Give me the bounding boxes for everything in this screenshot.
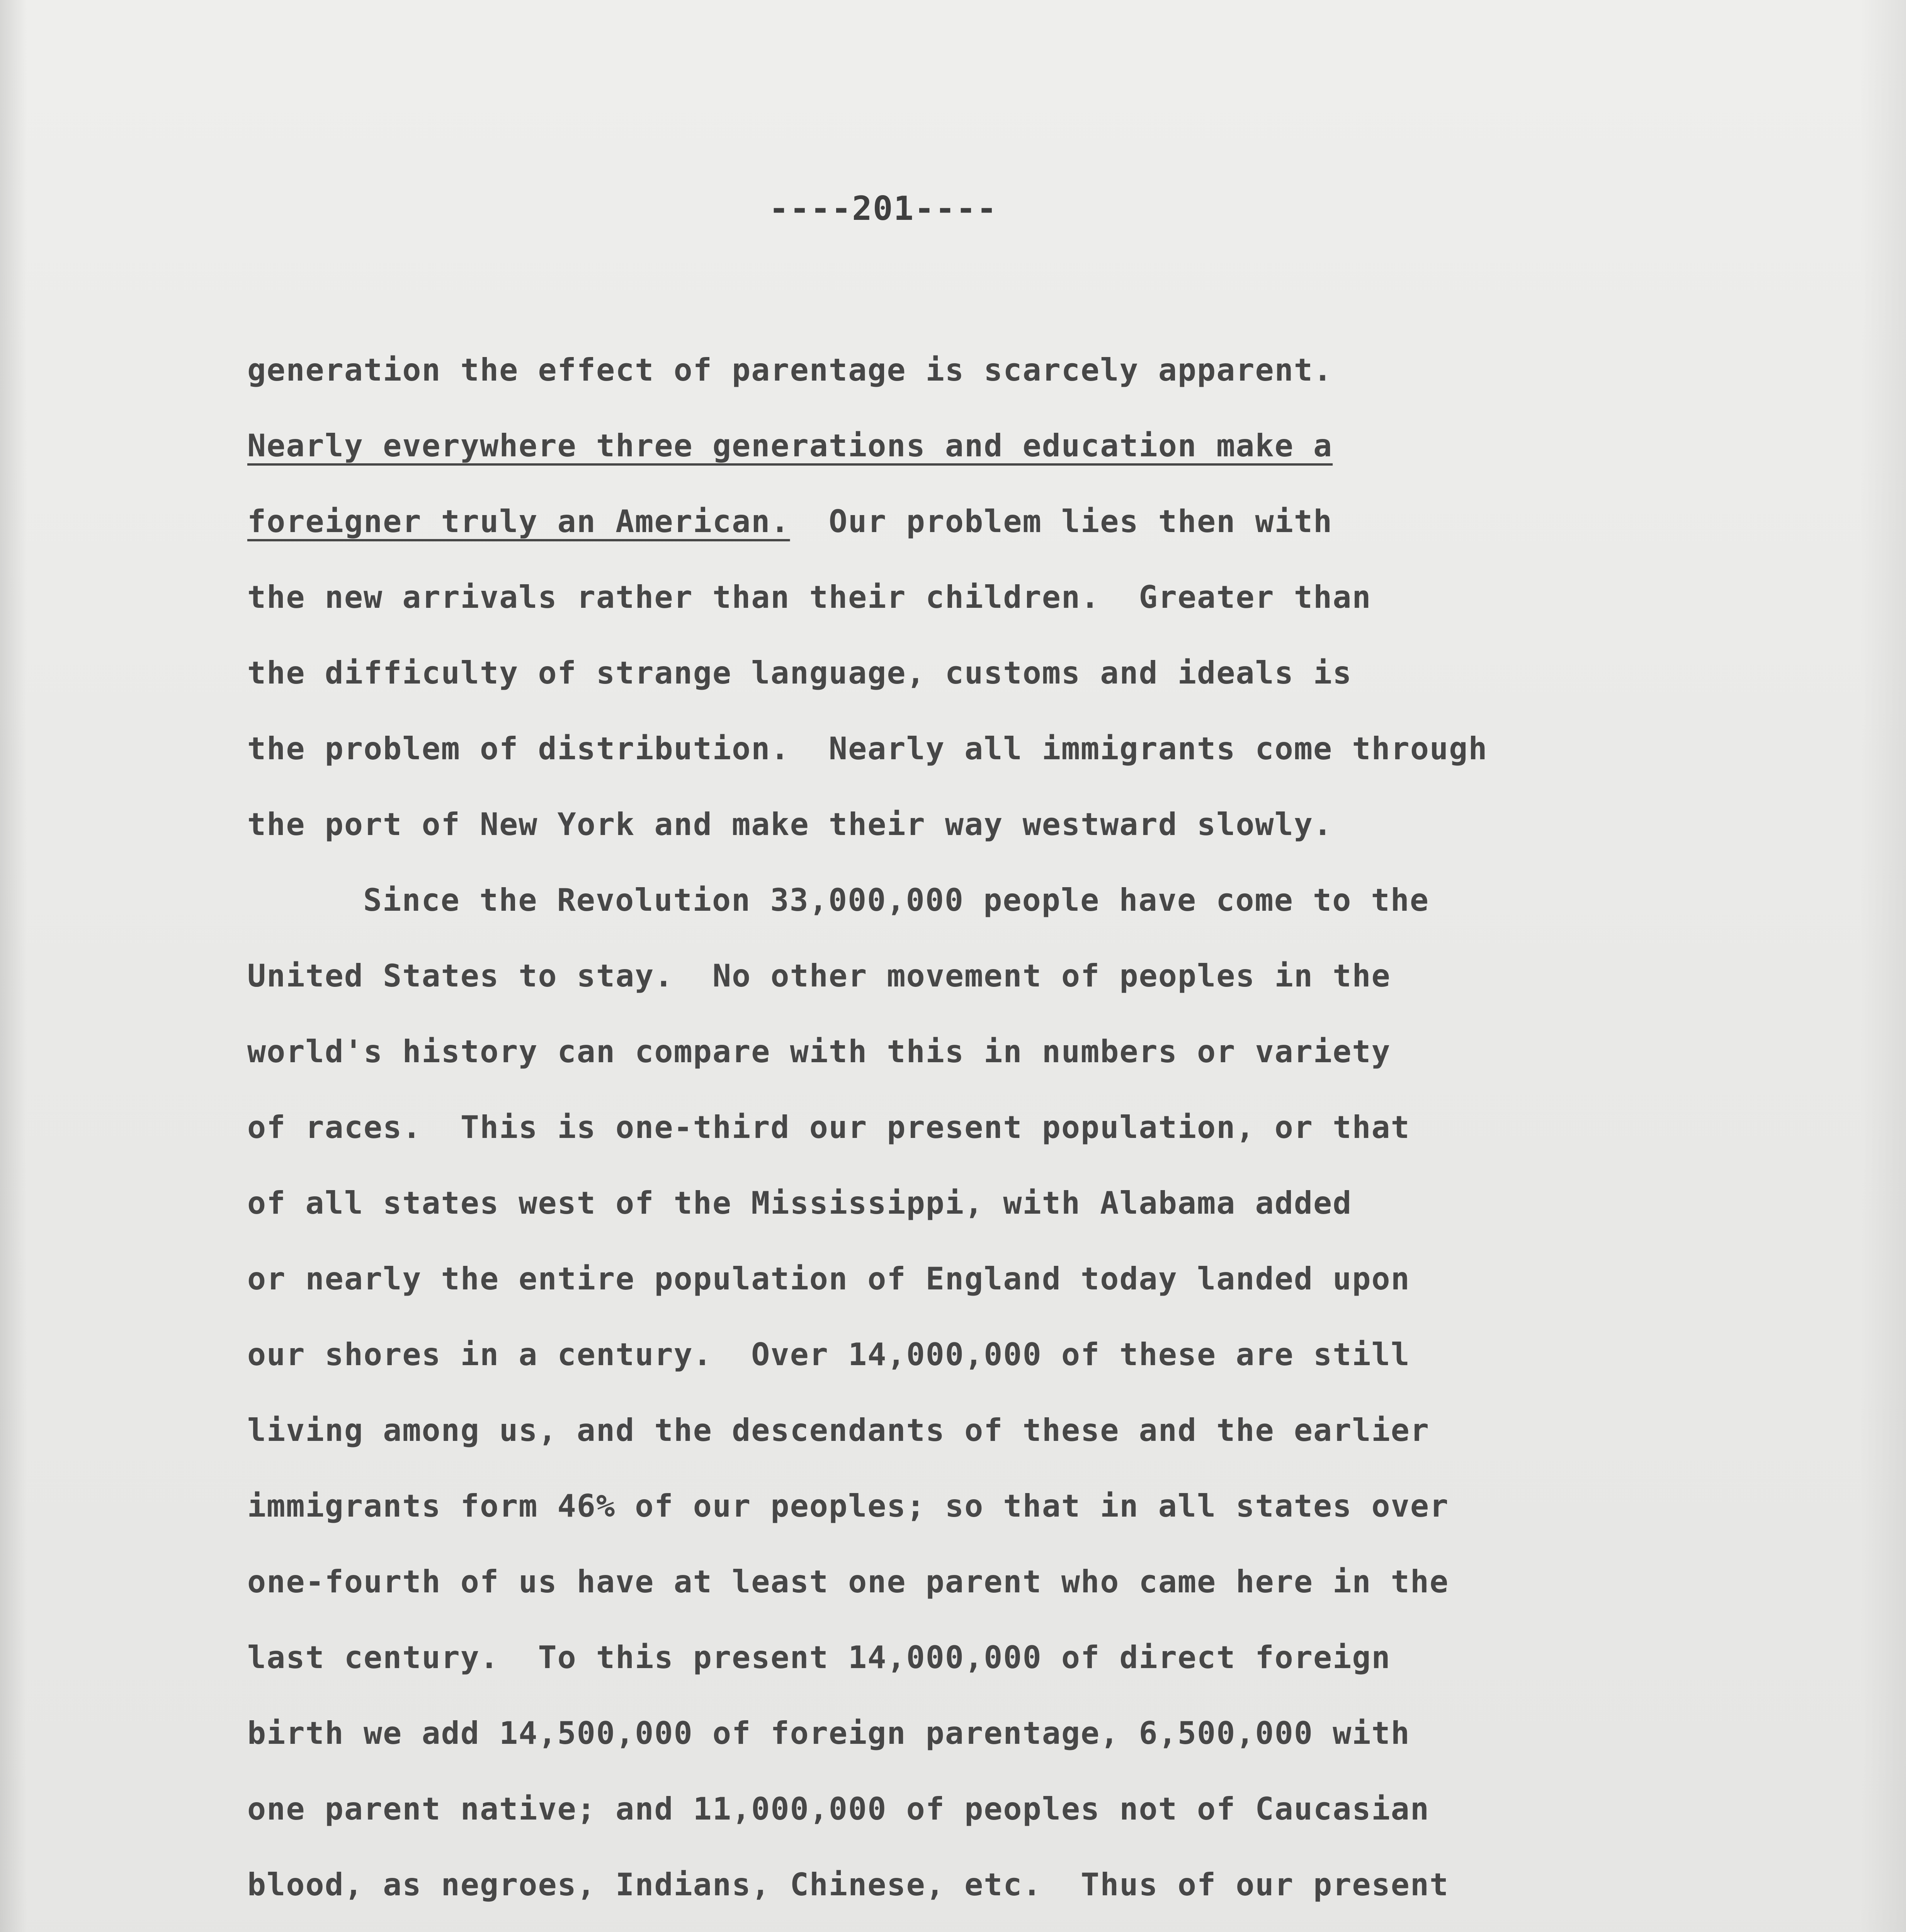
- text-line: last century. To this present 14,000,000 of direct foreign: [247, 1639, 1391, 1675]
- text-fragment: Our problem lies then with: [790, 503, 1333, 539]
- text-line: one-fourth of us have at least one parent who came here in the: [247, 1564, 1449, 1600]
- text-line: the problem of distribution. Nearly all immigrants come through: [247, 731, 1488, 767]
- text-line: of races. This is one-third our present population, or that: [247, 1109, 1410, 1145]
- text-line: the difficulty of strange language, customs and ideals is: [247, 655, 1352, 691]
- text-line: or nearly the entire population of England today landed upon: [247, 1261, 1410, 1297]
- text-line: [247, 408, 1793, 484]
- page-edge-shadow: [0, 0, 27, 1932]
- text-line: [247, 1923, 1793, 1932]
- text-line: United States to stay. No other movement of peoples in the: [247, 958, 1391, 994]
- text-line: living among us, and the descendants of these and the earlier: [247, 1412, 1430, 1448]
- text-line: generation the effect of parentage is scarcely apparent.: [247, 352, 1333, 388]
- text-line: our shores in a century. Over 14,000,000 of these are still: [247, 1337, 1410, 1372]
- text-line: immigrants form 46% of our peoples; so that in all states over: [247, 1488, 1449, 1524]
- paragraph-first-line: Since the Revolution 33,000,000 people have come to the: [363, 882, 1430, 918]
- text-line: the new arrivals rather than their children. Greater than: [247, 579, 1372, 615]
- underlined-text: foreigner truly an American.: [247, 503, 790, 539]
- typed-text-body: [247, 332, 1793, 1932]
- text-line: the port of New York and make their way westward slowly.: [247, 806, 1333, 842]
- text-line: [247, 484, 1793, 560]
- underlined-text: Nearly everywhere three generations and education make a: [247, 428, 1333, 464]
- text-line: birth we add 14,500,000 of foreign parentage, 6,500,000 with: [247, 1715, 1410, 1751]
- text-line: of all states west of the Mississippi, with Alabama added: [247, 1185, 1352, 1221]
- text-line: blood, as negroes, Indians, Chinese, etc. Thus of our present: [247, 1867, 1449, 1903]
- text-line: world's history can compare with this in numbers or variety: [247, 1034, 1391, 1070]
- page-right-edge: [1860, 0, 1906, 1932]
- text-line: one parent native; and 11,000,000 of peoples not of Caucasian: [247, 1791, 1430, 1827]
- page-number: ----201----: [769, 189, 998, 228]
